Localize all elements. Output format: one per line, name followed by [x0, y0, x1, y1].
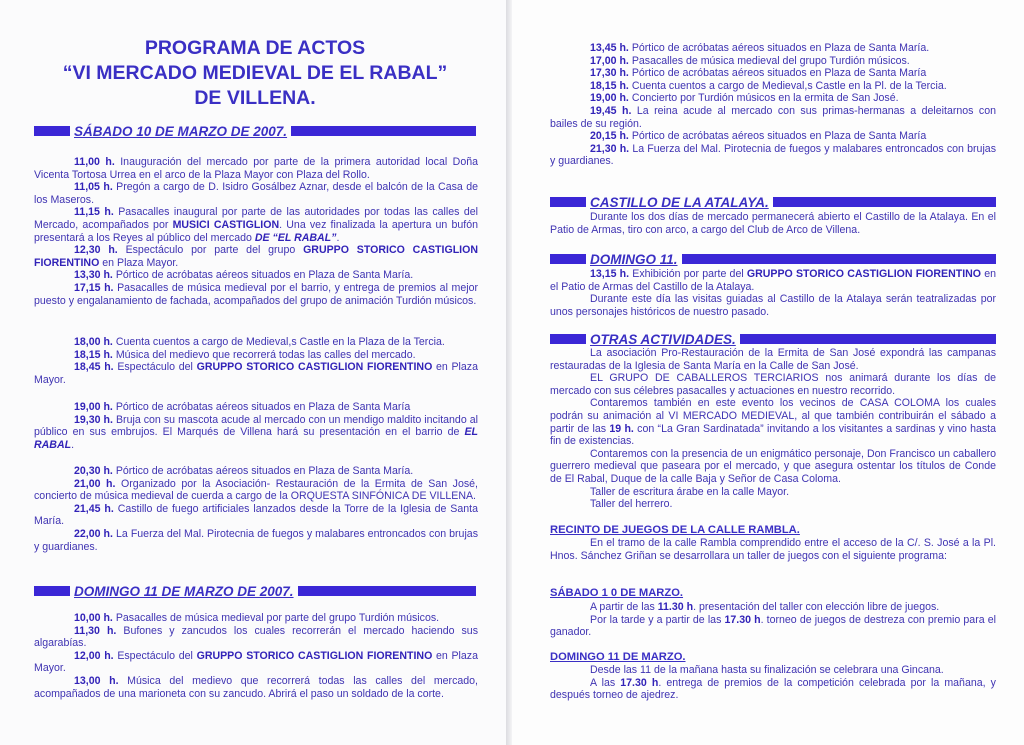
- sabado-events-c: [34, 401, 478, 451]
- event: 17,00 h. Pasacalles de música medieval del grupo Turdión músicos.: [590, 54, 910, 67]
- domingo11-heading: [550, 251, 996, 267]
- heading-bar: [550, 334, 586, 344]
- event: 20,30 h. Pórtico de acróbatas aéreos situados en Plaza de Santa María.: [74, 465, 414, 477]
- event: 17,30 h. Pórtico de acróbatas aéreos situados en Plaza de Santa María: [590, 67, 927, 80]
- domingo-events-b: [550, 42, 996, 168]
- event: 13,00 h. Música del medievo que recorrerá todas las calles del mercado, acompañados de una marioneta con su zancudo. Abrirá el paso un soldado de la corte.: [34, 674, 478, 700]
- event: 21,45 h. Castillo de fuego artificiales lanzados desde la Torre de la Iglesia de Santa María.: [34, 502, 478, 528]
- event: 19,30 h. Bruja con su mascota acude al mercado con un mendigo maldito incitando al público en sus embrujos. El Marqués de Villena hará su presentación en el barrio de EL RABAL.: [34, 413, 478, 451]
- recinto-sabado-heading: SÁBADO 1 0 DE MARZO.: [550, 587, 684, 599]
- heading-bar: [298, 586, 476, 596]
- domingo-heading-text: DOMINGO 11 DE MARZO DE 2007.: [74, 583, 294, 599]
- recinto-text: En el tramo de la calle Rambla comprendido entre el acceso de la C/. S. José a la Pl. Hnos. Sánchez Griñan se desarrollara un taller de juegos con el siguiente programa:: [550, 537, 996, 562]
- sabado-heading: [34, 123, 476, 139]
- domingo-events-a: [34, 612, 478, 700]
- event: 13,15 h. Exhibición por parte del GRUPPO STORICO CASTIGLION FIORENTINO en el Patio de Armas del Castillo de la Atalaya.: [550, 268, 997, 293]
- event: 19,00 h. Pórtico de acróbatas aéreos situados en Plaza de Santa María: [74, 401, 411, 413]
- title-line-2: “VI MERCADO MEDIEVAL DE EL RABAL”: [62, 62, 448, 84]
- title-line-1: PROGRAMA DE ACTOS: [144, 37, 366, 59]
- event: 18,45 h. Espectáculo del GRUPPO STORICO CASTIGLION FIORENTINO en Plaza Mayor.: [34, 361, 478, 386]
- event: 13,30 h. Pórtico de acróbatas aéreos situados en Plaza de Santa María.: [74, 269, 414, 282]
- event: 19,45 h. La reina acude al mercado con sus primas-hermanas a deleitarnos con bailes de su región.: [550, 104, 997, 130]
- otras-heading-text: OTRAS ACTIVIDADES.: [590, 331, 736, 347]
- event: 18,15 h. Música del medievo que recorrerá todas las calles del mercado.: [74, 348, 416, 361]
- left-page: [0, 0, 506, 745]
- right-page: [512, 0, 1024, 745]
- otras-text: La asociación Pro-Restauración de la Ermita de San José expondrá las campanas restauradas de la Iglesia de Santa María en la Calle de San José. EL GRUPO DE CABALLEROS TERCIARIOS nos animará durante los días de mercado con sus célebres pasacalles y actuaciones en nuestro recorrido. Contaremos también en este evento los vecinos de CASA COLOMA los cuales podrán su animación al VI MERCADO MEDIEVAL, al que también contribuirán el sábado a partir de las 19 h. con “La Gran Sardinatada” invitando a los visitantes a sardinas y vino hasta fin de existencias. Contaremos con la presencia de un enigmático personaje, Don Francisco un caballero guerrero medieval que paseara por el mercado, y que asegura ostentar los títulos de Conde de El Rabal, Duque de la calle Baja y Señor de Casa Coloma. Taller de escritura árabe en la calle Mayor. Taller del herrero.: [550, 347, 996, 511]
- domingo11-heading-text: DOMINGO 11.: [590, 251, 678, 267]
- event: 22,00 h. La Fuerza del Mal. Pirotecnia de fuegos y malabares entroncados con brujas y guardianes.: [34, 527, 478, 553]
- heading-bar: [34, 126, 70, 136]
- event: 13,45 h. Pórtico de acróbatas aéreos situados en Plaza de Santa María.: [590, 42, 930, 54]
- program-title: [30, 36, 480, 111]
- event: 11,05 h. Pregón a cargo de D. Isidro Gosálbez Aznar, desde el balcón de la Casa de los Maseros.: [34, 181, 478, 206]
- event: 12,30 h. Espectáculo por parte del grupo GRUPPO STORICO CASTIGLION FIORENTINO en Plaza Mayor.: [34, 244, 479, 269]
- otras-heading: [550, 331, 996, 347]
- heading-bar: [550, 254, 586, 264]
- heading-bar: [773, 197, 996, 207]
- heading-bar: [34, 586, 70, 596]
- event: 10,00 h. Pasacalles de música medieval por parte del grupo Turdión músicos.: [74, 612, 440, 624]
- castillo-text: Durante los dos días de mercado permanecerá abierto el Castillo de la Atalaya. En el Patio de Armas, tiro con arco, a cargo del Club de Arco de Villena.: [550, 211, 996, 236]
- event: 18,15 h. Cuenta cuentos a cargo de Medieval,s Castle en la Pl. de la Tercia.: [590, 79, 947, 92]
- recinto-domingo-heading: DOMINGO 11 DE MARZO.: [550, 651, 686, 663]
- heading-bar: [291, 126, 476, 136]
- sabado-events-a: [34, 156, 478, 307]
- castillo-heading: [550, 194, 996, 210]
- event: 17,15 h. Pasacalles de música medieval por el barrio, y entrega de premios al mejor puesto y engalanamiento de fachada, acompañados del grupo de animación Turdión músicos.: [34, 281, 478, 307]
- heading-bar: [550, 197, 586, 207]
- event: 11,00 h. Inauguración del mercado por parte de la primera autoridad local Doña Vicenta Tortosa Urrea en el arco de la Plaza Mayor con Plaza del Rollo.: [34, 156, 478, 181]
- domingo11-text: 13,15 h. Exhibición por parte del GRUPPO STORICO CASTIGLION FIORENTINO en el Patio de Armas del Castillo de la Atalaya. Durante este día las visitas guiadas al Castillo de la Atalaya serán teatralizadas por unos personajes históricos de nuestro pasado.: [550, 268, 997, 318]
- event: 20,15 h. Pórtico de acróbatas aéreos situados en Plaza de Santa María: [590, 130, 927, 143]
- domingo-heading: [34, 583, 476, 599]
- sabado-events-d: [34, 465, 478, 553]
- event: 21,30 h. La Fuerza del Mal. Pirotecnia de fuegos y malabares entroncados con brujas y guardianes.: [550, 142, 996, 168]
- heading-bar: [682, 254, 996, 264]
- recinto-heading: RECINTO DE JUEGOS DE LA CALLE RAMBLA.: [550, 524, 800, 536]
- heading-bar: [740, 334, 996, 344]
- recinto-domingo-text: Desde las 11 de la mañana hasta su finalización se celebrara una Gincana. A las 17.30 h. entrega de premios de la competición celebrada por la mañana, y después torneo de ajedrez.: [550, 664, 996, 702]
- castillo-heading-text: CASTILLO DE LA ATALAYA.: [590, 194, 769, 210]
- event: 19,00 h. Concierto por Turdión músicos en la ermita de San José.: [590, 92, 899, 105]
- event: 12,00 h. Espectáculo del GRUPPO STORICO CASTIGLION FIORENTINO en Plaza Mayor.: [34, 649, 478, 675]
- event: 18,00 h. Cuenta cuentos a cargo de Medieval,s Castle en la Plaza de la Tercia.: [74, 336, 445, 348]
- sabado-heading-text: SÁBADO 10 DE MARZO DE 2007.: [74, 123, 288, 139]
- title-line-3: DE VILLENA.: [194, 87, 316, 109]
- sabado-events-b: [34, 336, 478, 386]
- event: 11,30 h. Bufones y zancudos los cuales recorrerán el mercado haciendo sus algarabías.: [34, 624, 478, 650]
- event: 21,00 h. Organizado por la Asociación- Restauración de la Ermita de San José, concierto de música medieval de cuerda a cargo de la ORQUESTA SINFÓNICA DE VILLENA.: [34, 477, 478, 503]
- recinto-sabado-text: A partir de las 11.30 h. presentación del taller con elección libre de juegos. Por la tarde y a partir de las 17.30 h. torneo de juegos de destreza con premio para el ganador.: [550, 601, 996, 639]
- event: 11,15 h. Pasacalles inaugural por parte de las autoridades por todas las calles del Mercado, acompañados por MUSICI CASTIGLION. Una vez finalizada la apertura un bufón presentará a los Reyes al público del mercado DE “EL RABAL”.: [34, 206, 478, 244]
